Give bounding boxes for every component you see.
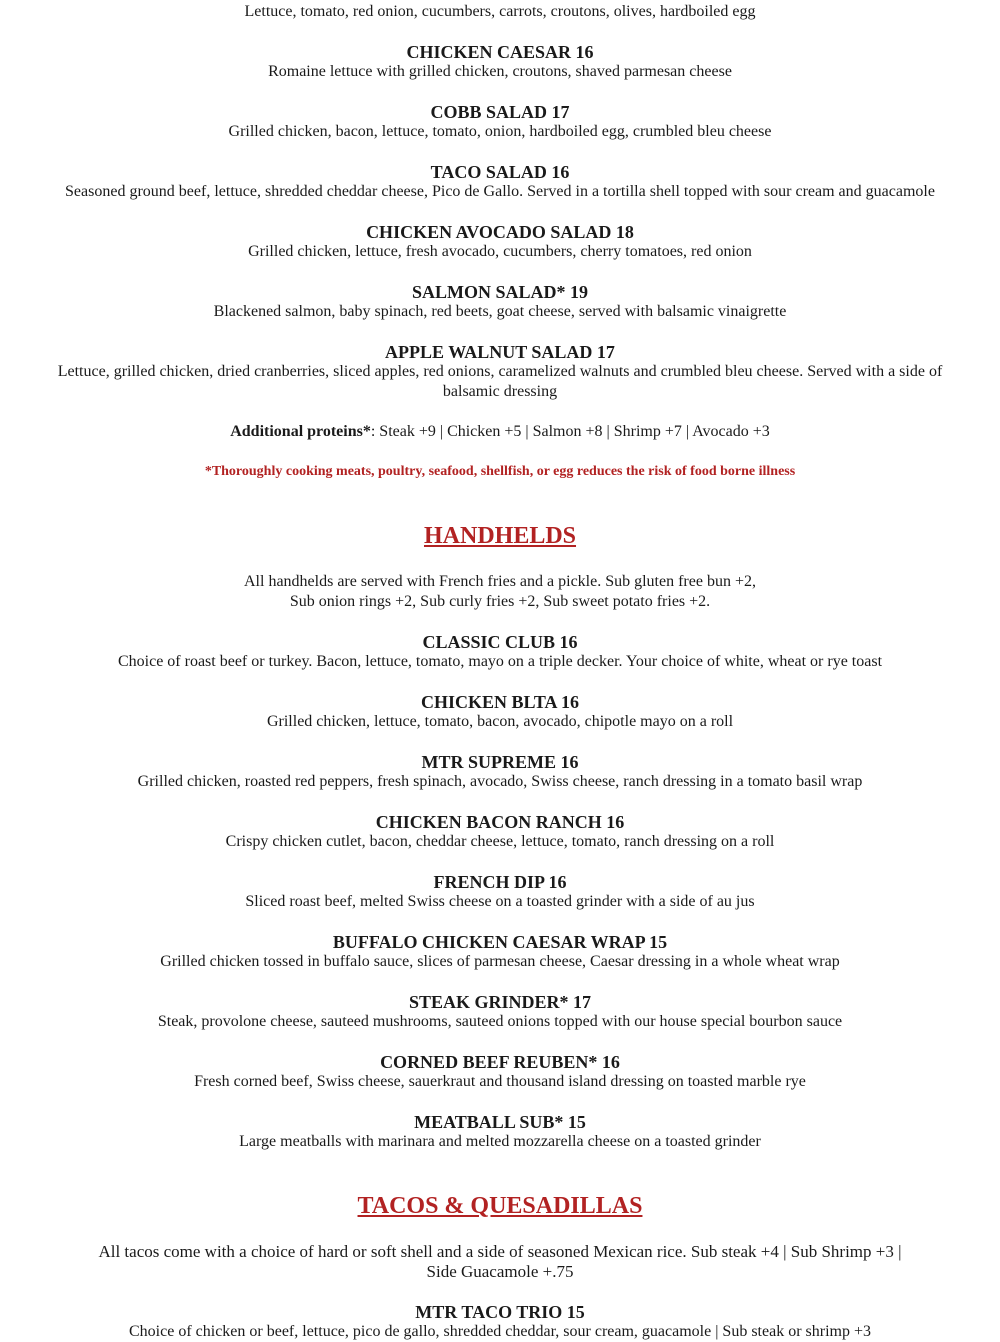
menu-item-chicken-blta [0,692,1000,732]
tacos-intro: All tacos come with a choice of hard or soft shell and a side of seasoned Mexican rice. Sub steak +4 | Sub Shrimp +3 | Side Guacamole +.75 [98,1242,902,1281]
menu-item-classic-club [0,632,1000,672]
menu-item-taco-salad [0,162,1000,202]
item-title: MEATBALL SUB* 15 [414,1112,586,1132]
item-description: Lettuce, grilled chicken, dried cranberries, sliced apples, red onions, caramelized walnuts and crumbled bleu cheese. Served with a side of balsamic dressing [57,363,943,400]
section-title-handhelds: HANDHELDS [423,523,577,549]
handhelds-intro-line-2: Sub onion rings +2, Sub curly fries +2, Sub sweet potato fries +2. [289,593,711,610]
menu-item-meatball-sub [0,1112,1000,1152]
menu-item-mtr-taco-trio [0,1302,1000,1342]
item-description: Grilled chicken, lettuce, fresh avocado, cucumbers, cherry tomatoes, red onion [248,243,752,260]
item-description: Crispy chicken cutlet, bacon, cheddar cheese, lettuce, tomato, ranch dressing on a roll [225,833,775,850]
item-description: Blackened salmon, baby spinach, red beets, goat cheese, served with balsamic vinaigrette [213,303,787,320]
menu-item-french-dip [0,872,1000,912]
item-title: APPLE WALNUT SALAD 17 [385,342,615,362]
item-title: MTR TACO TRIO 15 [415,1302,585,1322]
salad-description: Lettuce, tomato, red onion, cucumbers, carrots, croutons, olives, hardboiled egg [244,3,756,20]
item-title: CLASSIC CLUB 16 [422,632,578,652]
item-title: MTR SUPREME 16 [421,752,579,772]
item-title: CHICKEN CAESAR 16 [406,42,594,62]
food-safety-warning: *Thoroughly cooking meats, poultry, seafood, shellfish, or egg reduces the risk of food borne illness [204,464,796,479]
item-description: Fresh corned beef, Swiss cheese, sauerkraut and thousand island dressing on toasted marble rye [194,1073,806,1090]
item-description: Sliced roast beef, melted Swiss cheese on a toasted grinder with a side of au jus [245,893,755,910]
section-title-tacos-quesadillas: TACOS & QUESADILLAS [357,1193,643,1219]
item-description: Seasoned ground beef, lettuce, shredded cheddar cheese, Pico de Gallo. Served in a tortilla shell topped with sour cream and guacamole [65,183,935,200]
item-title: BUFFALO CHICKEN CAESAR WRAP 15 [332,932,668,952]
item-title: STEAK GRINDER* 17 [408,992,592,1012]
additional-proteins [0,422,1000,442]
item-title: CHICKEN BLTA 16 [420,692,580,712]
item-title: FRENCH DIP 16 [433,872,567,892]
item-description: Steak, provolone cheese, sauteed mushrooms, sauteed onions topped with our house special bourbon sauce [157,1013,843,1030]
item-description: Grilled chicken, lettuce, tomato, bacon, avocado, chipotle mayo on a roll [266,713,734,730]
item-description: Romaine lettuce with grilled chicken, croutons, shaved parmesan cheese [268,63,732,80]
item-title: COBB SALAD 17 [430,102,570,122]
item-title: CHICKEN BACON RANCH 16 [375,812,625,832]
item-description: Grilled chicken tossed in buffalo sauce, slices of parmesan cheese, Caesar dressing in a whole wheat wrap [160,953,840,970]
item-title: SALMON SALAD* 19 [411,282,589,302]
menu-item-corned-beef-reuben [0,1052,1000,1092]
item-title: CHICKEN AVOCADO SALAD 18 [366,222,634,242]
item-description: Grilled chicken, roasted red peppers, fresh spinach, avocado, Swiss cheese, ranch dressing in a tomato basil wrap [137,773,863,790]
item-description: Grilled chicken, bacon, lettuce, tomato, onion, hardboiled egg, crumbled bleu cheese [228,123,772,140]
proteins-label: Additional proteins* [230,423,371,440]
item-description: Large meatballs with marinara and melted mozzarella cheese on a toasted grinder [239,1133,761,1150]
menu-item-apple-walnut-salad [0,342,1000,402]
menu-item-cobb-salad [0,102,1000,142]
handhelds-intro-line-1: All handhelds are served with French fries and a pickle. Sub gluten free bun +2, [244,573,756,590]
item-title: CORNED BEEF REUBEN* 16 [380,1052,620,1072]
menu-item-chicken-caesar [0,42,1000,82]
menu-item-salmon-salad [0,282,1000,322]
item-title: TACO SALAD 16 [430,162,570,182]
menu-item-chicken-avocado-salad [0,222,1000,262]
item-description: Choice of chicken or beef, lettuce, pico de gallo, shredded cheddar, sour cream, guacamole | Sub steak or shrimp +3 [129,1323,871,1340]
menu-item-chicken-bacon-ranch [0,812,1000,852]
proteins-list: : Steak +9 | Chicken +5 | Salmon +8 | Shrimp +7 | Avocado +3 [370,423,770,440]
menu-item-mtr-supreme [0,752,1000,792]
menu-item-steak-grinder [0,992,1000,1032]
item-description: Choice of roast beef or turkey. Bacon, lettuce, tomato, mayo on a triple decker. Your choice of white, wheat or rye toast [117,653,883,670]
menu-item-buffalo-chicken-caesar-wrap [0,932,1000,972]
